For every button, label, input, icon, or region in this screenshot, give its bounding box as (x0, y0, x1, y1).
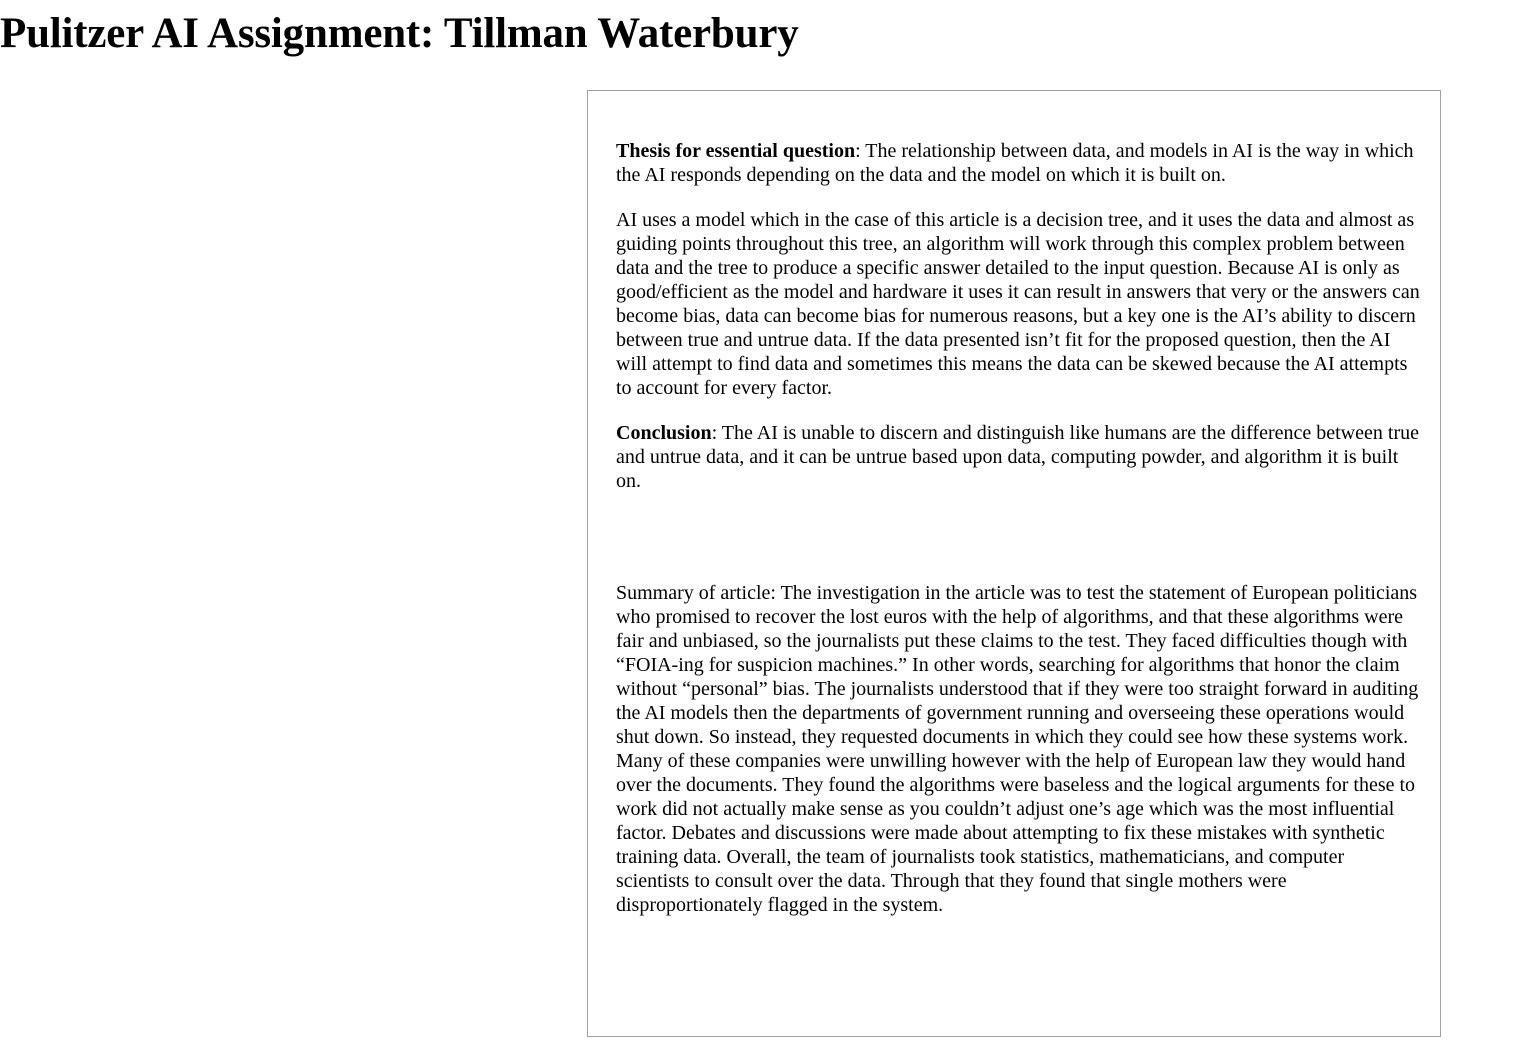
document-frame[interactable] (587, 90, 1441, 1037)
blank-line (616, 514, 1422, 538)
thesis-text: : The relationship between data, and models in AI is the way in which the AI responds depending on the data and the model on which it is built on. (616, 140, 1414, 186)
body-paragraph: AI uses a model which in the case of this article is a decision tree, and it uses the data and almost as guiding points throughout this tree, an algorithm will work through this complex problem between data and the tree to produce a specific answer detailed to the input question. Because AI is only as good/efficient as the model and hardware it uses it can result in answers that very or the answers can become bias, data can become bias for numerous reasons, but a key one is the AI’s ability to discern between true and untrue data. If the data presented isn’t fit for the proposed question, then the AI will attempt to find data and sometimes this means the data can be skewed because the AI attempts to account for every factor. (616, 209, 1420, 399)
conclusion-label: Conclusion (616, 422, 712, 444)
thesis-label: Thesis for essential question (616, 140, 856, 162)
page-title: Pulitzer AI Assignment: Tillman Waterbury (0, 10, 799, 57)
conclusion-paragraph (616, 421, 1422, 493)
document-body (616, 139, 1422, 938)
conclusion-text: : The AI is unable to discern and distinguish like humans are the difference between true and untrue data, and it can be untrue based upon data, computing powder, and algorithm it is built on. (616, 422, 1419, 492)
thesis-paragraph (616, 139, 1422, 187)
summary-paragraph: Summary of article: The investigation in the article was to test the statement of European politicians who promised to recover the lost euros with the help of algorithms, and that these algorithms were fair and unbiased, so the journalists put these claims to the test. They faced difficulties though with “FOIA-ing for suspicion machines.” In other words, searching for algorithms that honor the claim without “personal” bias. The journalists understood that if they were too straight forward in auditing the AI models then the departments of government running and overseeing these operations would shut down. So instead, they requested documents in which they could see how these systems work. Many of these companies were unwilling however with the help of European law they would hand over the documents. They found the algorithms were baseless and the logical arguments for these to work did not actually make sense as you couldn’t adjust one’s age which was the most influential factor. Debates and discussions were made about attempting to fix these mistakes with synthetic training data. Overall, the team of journalists took statistics, mathematicians, and computer scientists to consult over the data. Through that they found that single mothers were disproportionately flagged in the system. (616, 582, 1419, 916)
